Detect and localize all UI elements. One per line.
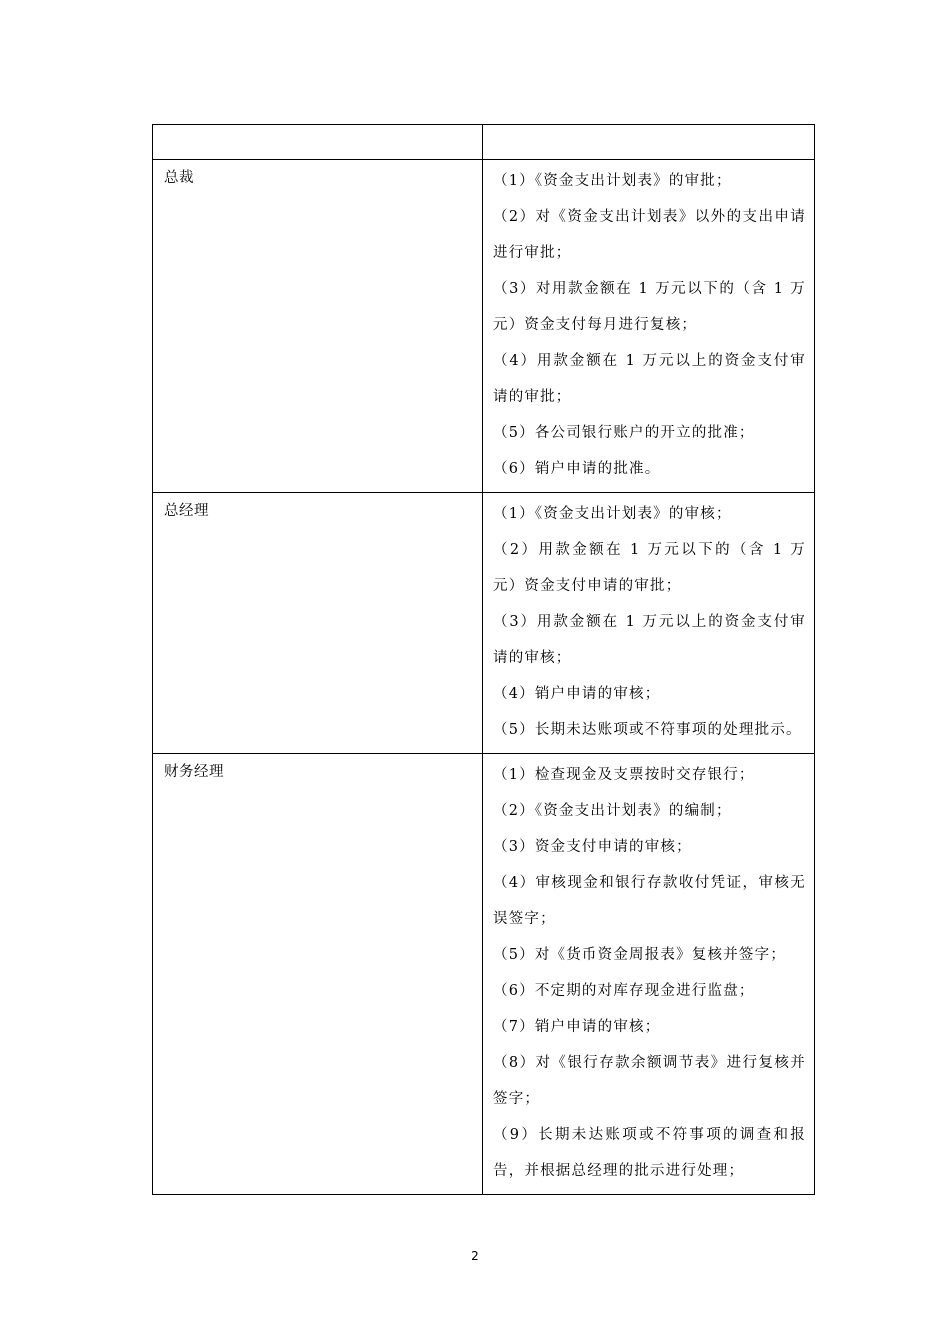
table-row [153,754,815,1195]
header-cell-duties [483,125,815,160]
role-cell: 总裁 [153,160,483,493]
duty-item: （2）对《资金支出计划表》以外的支出申请进行审批； [493,209,806,261]
table-header-row [153,125,815,160]
duty-item: （3）对用款金额在 1 万元以下的（含 1 万元）资金支付每月进行复核； [493,281,806,333]
duty-item: （4）销户申请的审核； [493,686,661,702]
table-row [153,160,815,493]
duty-item: （5）各公司银行账户的开立的批准； [493,425,755,441]
duty-item: （2）用款金额在 1 万元以下的（含 1 万元）资金支付申请的审批； [493,542,806,594]
duty-item: （1）《资金支出计划表》的审核； [493,506,732,522]
header-cell-role [153,125,483,160]
table-row [153,493,815,754]
duties-cell [483,754,815,1195]
duties-cell [483,493,815,754]
role-cell: 总经理 [153,493,483,754]
duty-item: （1）《资金支出计划表》的审批； [493,173,732,189]
duty-item: （9）长期未达账项或不符事项的调查和报告，并根据总经理的批示进行处理； [493,1127,806,1179]
duties-cell [483,160,815,493]
duty-item: （5）长期未达账项或不符事项的处理批示。 [493,722,802,738]
responsibility-table [152,124,815,1195]
duty-item: （5）对《货币资金周报表》复核并签字； [493,947,787,963]
duty-item: （3）资金支付申请的审核； [493,839,692,855]
duty-item: （6）不定期的对库存现金进行监盘； [493,983,755,999]
duty-item: （6）销户申请的批准。 [493,461,661,477]
role-cell: 财务经理 [153,754,483,1195]
duty-item: （8）对《银行存款余额调节表》进行复核并签字； [493,1055,806,1107]
duty-item: （4）审核现金和银行存款收付凭证，审核无误签字； [493,875,806,927]
duty-item: （7）销户申请的审核； [493,1019,661,1035]
duty-item: （2）《资金支出计划表》的编制； [493,803,732,819]
duty-item: （1）检查现金及支票按时交存银行； [493,767,755,783]
duty-item: （4）用款金额在 1 万元以上的资金支付审请的审批； [493,353,806,405]
duty-item: （3）用款金额在 1 万元以上的资金支付审请的审核； [493,614,806,666]
page-number: 2 [471,1249,479,1263]
